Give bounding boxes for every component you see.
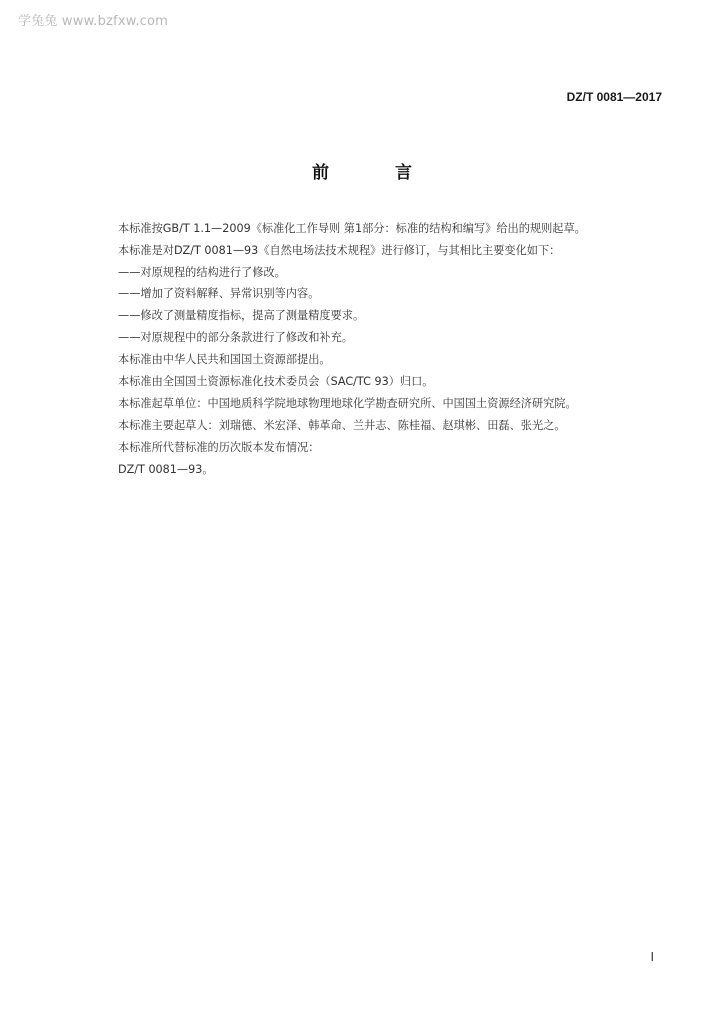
- paragraph-drafting-units: 本标准起草单位：中国地质科学院地球物理地球化学勘查研究所、中国国土资源经济研究院。: [118, 397, 577, 410]
- paragraph-committee: 本标准由全国国土资源标准化技术委员会（SAC/TC 93）归口。: [118, 375, 434, 388]
- paragraph-history-version: DZ/T 0081—93。: [118, 463, 214, 476]
- page-title: 前 言: [312, 163, 442, 183]
- paragraph-history-intro: 本标准所代替标准的历次版本发布情况：: [118, 441, 320, 454]
- paragraph-revision-intro: 本标准是对DZ/T 0081—93《自然电场法技术规程》进行修订，与其相比主要变化如下：: [118, 244, 561, 257]
- page-number: Ⅰ: [650, 950, 654, 964]
- change-item-structure: ——对原规程的结构进行了修改。: [118, 266, 286, 279]
- change-item-interpretation: ——增加了资料解释、异常识别等内容。: [118, 287, 320, 300]
- watermark-text: 学兔兔 www.bzfxw.com: [18, 14, 169, 29]
- paragraph-proposer: 本标准由中华人民共和国国土资源部提出。: [118, 353, 331, 366]
- change-item-accuracy: ——修改了测量精度指标，提高了测量精度要求。: [118, 309, 365, 322]
- paragraph-drafting-rules: 本标准按GB/T 1.1—2009《标准化工作导则 第1部分：标准的结构和编写》给出的规则起草。: [118, 222, 586, 235]
- change-item-clauses: ——对原规程中的部分条款进行了修改和补充。: [118, 331, 353, 344]
- standard-code: DZ/T 0081—2017: [566, 90, 662, 104]
- paragraph-drafters: 本标准主要起草人：刘瑞德、米宏泽、韩革命、兰井志、陈桂福、赵琪彬、田磊、张光之。: [118, 419, 566, 432]
